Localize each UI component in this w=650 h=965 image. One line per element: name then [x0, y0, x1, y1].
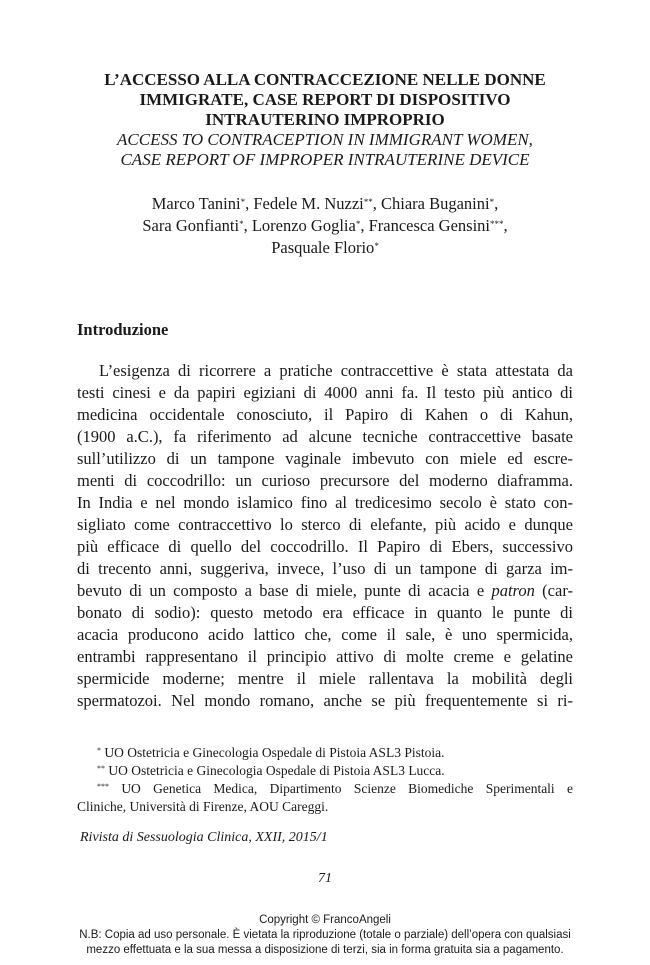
author-name: Lorenzo Goglia: [251, 216, 356, 235]
author-name: Chiara Buganini: [381, 194, 490, 213]
title-line: ACCESS TO CONTRACEPTION IN IMMIGRANT WOMEN,: [117, 130, 533, 149]
footnote-mark: *: [97, 746, 101, 755]
separator: ,: [243, 216, 252, 235]
paragraph-line: di trecento anni, suggeriva, invece, l’uso di un tampone di garza im-: [77, 559, 573, 578]
footnote-text: UO Genetica Medica, Dipartimento Scienze Biomediche Sperimentali e: [109, 781, 573, 796]
footnotes: [77, 744, 573, 816]
author-line: [60, 193, 590, 215]
copyright-line: N.B: Copia ad uso personale. È vietata la riproduzione (totale o parziale) dell’opera con qualsiasi: [79, 929, 571, 941]
paragraph-line: bonato di sodio): questo metodo era efficace in quanto le punte di: [77, 603, 573, 622]
author-list: [60, 193, 590, 259]
paragraph-line: sigliato come contraccettivo lo sterco di elefante, più acido e dunque: [77, 515, 573, 534]
author-name: Sara Gonfianti: [142, 216, 240, 235]
title-line: L’ACCESSO ALLA CONTRACCEZIONE NELLE DONNE: [104, 70, 546, 89]
separator: ,: [494, 194, 499, 213]
page-number: 71: [318, 871, 332, 886]
separator: ,: [360, 216, 369, 235]
section-heading: Introduzione: [77, 320, 169, 339]
footnote-text: UO Ostetricia e Ginecologia Ospedale di Pistoia ASL3 Lucca.: [105, 763, 445, 778]
paragraph-line: spermatozoi. Nel mondo romano, anche se più frequentemente si ri-: [77, 691, 573, 710]
paragraph-line: [77, 580, 573, 602]
affiliation-mark: *: [355, 219, 361, 229]
article-title-english: [60, 130, 590, 170]
copyright-line: mezzo effettuata e la sua messa a disposizione di terzi, sia in forma gratuita sia a pagamento.: [86, 944, 564, 956]
affiliation-mark: **: [363, 197, 373, 207]
author-name: Marco Tanini: [151, 194, 241, 213]
line-text: bevuto di un composto a base di miele, punte di acacia e: [77, 581, 492, 600]
paragraph-line: L’esigenza di ricorrere a pratiche contraccettive è stata attestata da: [99, 361, 573, 380]
footnote: [77, 780, 573, 798]
footnote-text: UO Ostetricia e Ginecologia Ospedale di Pistoia ASL3 Pistoia.: [101, 745, 445, 760]
footnote: [77, 762, 573, 780]
author-line: [60, 215, 590, 237]
footnote: [77, 744, 573, 762]
title-line: CASE REPORT OF IMPROPER INTRAUTERINE DEVICE: [120, 150, 530, 169]
separator: ,: [503, 216, 508, 235]
affiliation-mark: *: [240, 197, 246, 207]
paragraph-line: medicina occidentale conosciuto, il Papiro di Kahen o di Kahun,: [77, 405, 573, 424]
journal-citation: Rivista di Sessuologia Clinica, XXII, 2015/1: [80, 830, 328, 845]
paragraph-line: acacia producono acido lattico che, come il sale, è uno spermicida,: [77, 625, 573, 644]
paragraph-line: In India e nel mondo islamico fino al tredicesimo secolo è stato con-: [77, 493, 573, 512]
footnote-continuation: Cliniche, Università di Firenze, AOU Careggi.: [77, 799, 329, 814]
paragraph-line: menti di coccodrillo: un curioso precursore del moderno diaframma.: [77, 471, 573, 490]
footnote-mark: **: [97, 764, 105, 773]
title-line: IMMIGRATE, CASE REPORT DI DISPOSITIVO: [139, 90, 511, 109]
italic-term: patron: [491, 581, 535, 600]
separator: ,: [245, 194, 254, 213]
copyright-notice: [0, 913, 650, 958]
paragraph-line: spermicide moderne; mentre il miele rallentava la mobilità degli: [77, 669, 573, 688]
body-paragraph: [77, 360, 573, 712]
author-name: Fedele M. Nuzzi: [253, 194, 364, 213]
paragraph-line: più efficace di quello del coccodrillo. Il Papiro di Ebers, successivo: [77, 537, 573, 556]
author-line: [60, 237, 590, 259]
separator: ,: [372, 194, 381, 213]
line-text: (car-: [534, 581, 573, 600]
footnote-mark: ***: [97, 782, 109, 791]
affiliation-mark: *: [374, 241, 379, 251]
title-line: INTRAUTERINO IMPROPRIO: [205, 110, 445, 129]
affiliation-mark: *: [489, 197, 495, 207]
paragraph-line: (1900 a.C.), fa riferimento ad alcune tecniche contraccettive basate: [77, 427, 573, 446]
affiliation-mark: *: [239, 219, 244, 229]
copyright-line: Copyright © FrancoAngeli: [259, 914, 391, 926]
paragraph-line: entrambi rappresentano il principio attivo di molte creme e gelatine: [77, 647, 573, 666]
paragraph-line: testi cinesi e da papiri egiziani di 4000 anni fa. Il testo più antico di: [77, 383, 573, 402]
article-title-italian: [60, 70, 590, 130]
paragraph-line: sull’utilizzo di un tampone vaginale imbevuto con miele ed escre-: [77, 449, 573, 468]
affiliation-mark: ***: [490, 219, 504, 229]
author-name: Pasquale Florio: [271, 238, 375, 257]
author-name: Francesca Gensini: [368, 216, 490, 235]
